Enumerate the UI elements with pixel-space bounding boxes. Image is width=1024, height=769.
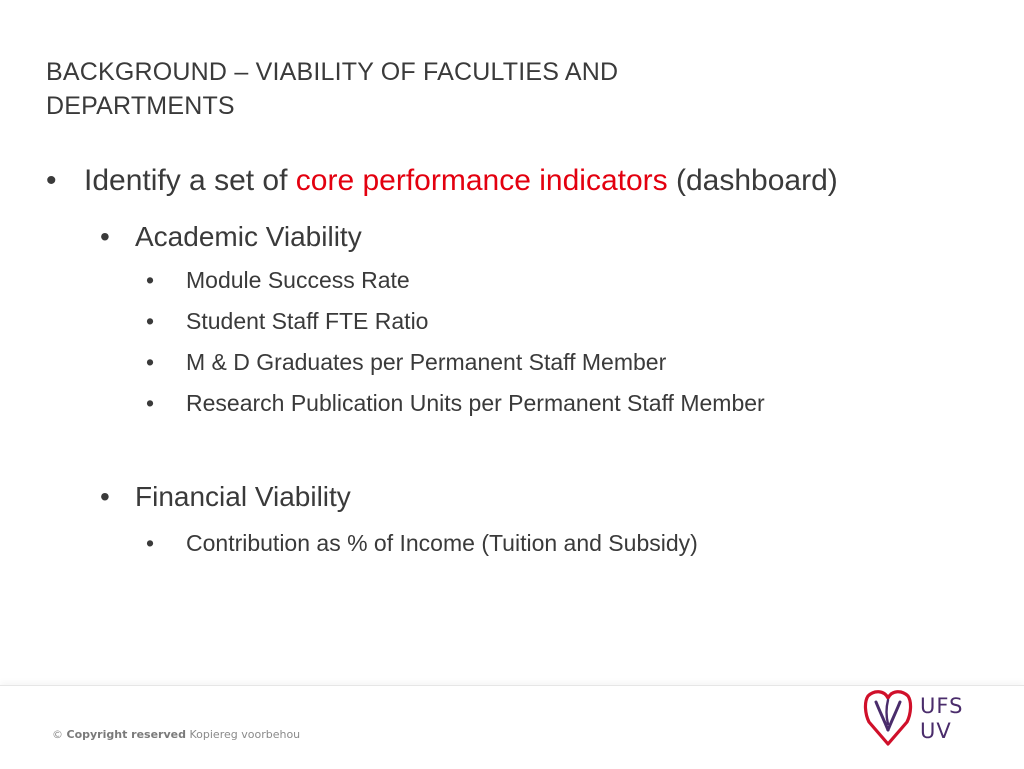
financial-viability-label: Financial Viability [135,481,351,512]
bullet-icon: • [146,349,155,375]
academic-item: Student Staff FTE Ratio [186,308,429,334]
bullet-icon: • [46,164,57,197]
bullet-icon: • [146,308,155,334]
copyright-notice [52,728,300,741]
bullet-research-publication-units [146,389,765,417]
bullet-student-staff-ratio [146,307,428,335]
ufs-heart-icon [862,686,914,750]
financial-item: Contribution as % of Income (Tuition and Subsidy) [186,530,698,556]
intro-after: (dashboard) [667,164,838,197]
academic-item: Research Publication Units per Permanent Staff Member [186,390,765,416]
ufs-logo [862,686,982,756]
bullet-core-indicators [46,163,838,199]
copyright-symbol: © [52,728,63,741]
bullet-icon: • [146,530,155,556]
logo-text-ufs: UFS [920,694,964,718]
bullet-icon: • [100,481,110,512]
bullet-text [84,164,838,197]
bullet-icon: • [100,221,110,252]
bullet-module-success-rate [146,266,410,294]
bullet-financial-viability [100,480,351,514]
bullet-icon: • [146,390,155,416]
bullet-md-graduates [146,348,666,376]
academic-item: M & D Graduates per Permanent Staff Member [186,349,667,375]
copyright-rest: Kopiereg voorbehou [189,728,301,741]
bullet-contribution-income [146,529,698,557]
bullet-icon: • [146,267,155,293]
copyright-bold: Copyright reserved [66,728,186,741]
intro-before: Identify a set of [84,164,296,197]
academic-viability-label: Academic Viability [135,221,362,252]
bullet-academic-viability [100,220,362,254]
logo-text-uv: UV [920,719,952,743]
slide-title: BACKGROUND – VIABILITY OF FACULTIES AND DEPARTMENTS [46,58,619,120]
academic-item: Module Success Rate [186,267,410,293]
intro-highlight: core performance indicators [295,164,668,197]
